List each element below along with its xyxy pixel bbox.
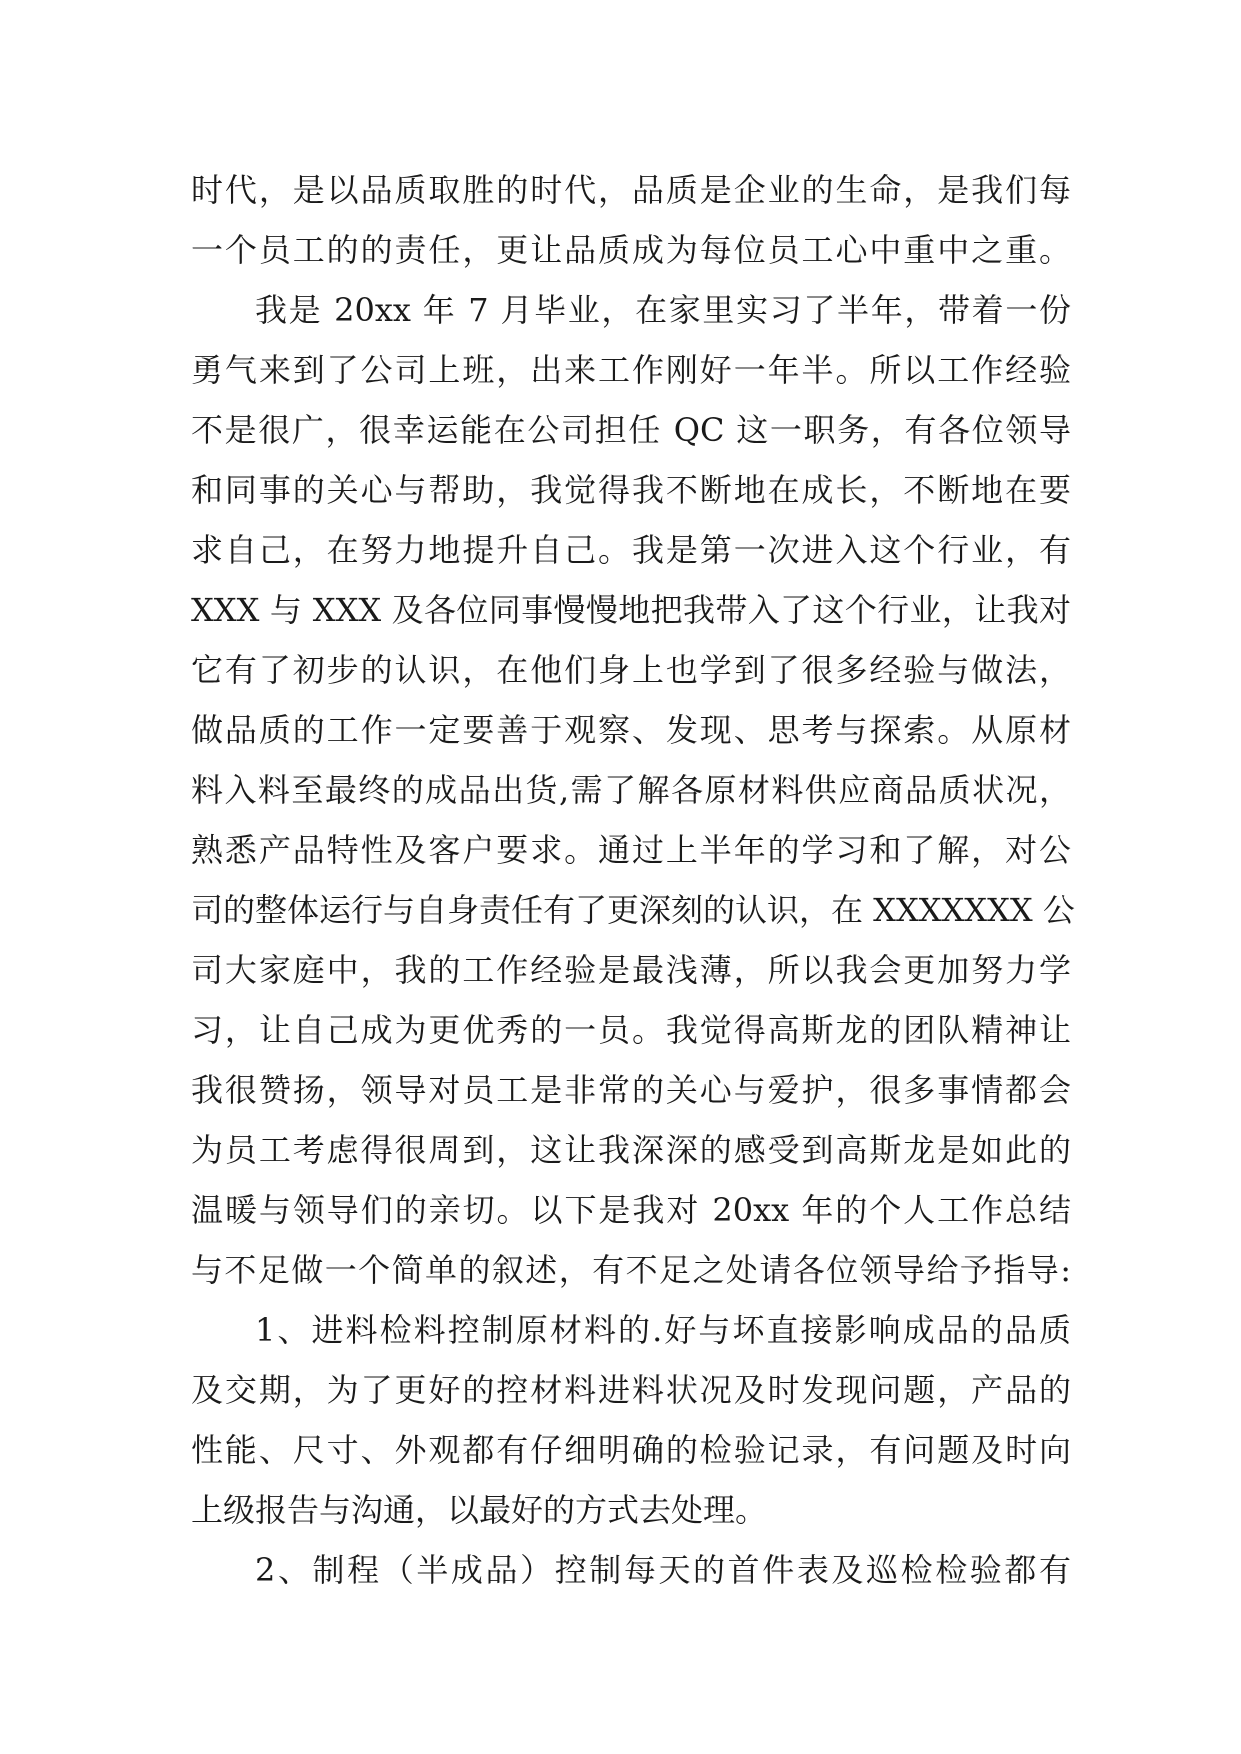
- text-line: 料入料至最终的成品出货,需了解各原材料供应商品质状况，: [191, 771, 1071, 809]
- text-line: 司大家庭中，我的工作经验是最浅薄，所以我会更加努力学: [191, 951, 1071, 989]
- text-line: 司的整体运行与自身责任有了更深刻的认识，在 XXXXXXX 公: [191, 891, 1075, 929]
- text-line: 它有了初步的认识，在他们身上也学到了很多经验与做法，: [191, 651, 1071, 689]
- text-line: 求自己，在努力地提升自己。我是第一次进入这个行业，有: [191, 531, 1071, 569]
- text-line: 上级报告与沟通，以最好的方式去处理。: [191, 1491, 768, 1529]
- list-item-2-line: 2、制程（半成品）控制每天的首件表及巡检检验都有: [255, 1551, 1071, 1589]
- list-item-1-line: 1、进料检料控制原材料的.好与坏直接影响成品的品质: [255, 1311, 1071, 1349]
- text-line: 性能、尺寸、外观都有仔细明确的检验记录，有问题及时向: [191, 1431, 1071, 1469]
- text-line: 和同事的关心与帮助，我觉得我不断地在成长，不断地在要: [191, 471, 1071, 509]
- text-line: 与不足做一个简单的叙述，有不足之处请各位领导给予指导:: [191, 1251, 1071, 1289]
- text-line: 我很赞扬，领导对员工是非常的关心与爱护，很多事情都会: [191, 1071, 1071, 1109]
- document-body: [191, 160, 1075, 1600]
- text-line: 为员工考虑得很周到，这让我深深的感受到高斯龙是如此的: [191, 1131, 1071, 1169]
- text-line: 不是很广，很幸运能在公司担任 QC 这一职务，有各位领导: [191, 411, 1071, 449]
- text-line: 熟悉产品特性及客户要求。通过上半年的学习和了解，对公: [191, 831, 1071, 869]
- text-line: 一个员工的的责任，更让品质成为每位员工心中重中之重。: [191, 231, 1071, 269]
- text-line: XXX 与 XXX 及各位同事慢慢地把我带入了这个行业，让我对: [191, 591, 1071, 629]
- text-line: 时代，是以品质取胜的时代，品质是企业的生命，是我们每: [191, 171, 1071, 209]
- text-line: 及交期，为了更好的控材料进料状况及时发现问题，产品的: [191, 1371, 1071, 1409]
- text-line: 习，让自己成为更优秀的一员。我觉得高斯龙的团队精神让: [191, 1011, 1071, 1049]
- paragraph-start-line: 我是 20xx 年 7 月毕业，在家里实习了半年，带着一份: [255, 291, 1071, 329]
- text-line: 勇气来到了公司上班，出来工作刚好一年半。所以工作经验: [191, 351, 1071, 389]
- text-line: 温暖与领导们的亲切。以下是我对 20xx 年的个人工作总结: [191, 1191, 1071, 1229]
- text-line: 做品质的工作一定要善于观察、发现、思考与探索。从原材: [191, 711, 1071, 749]
